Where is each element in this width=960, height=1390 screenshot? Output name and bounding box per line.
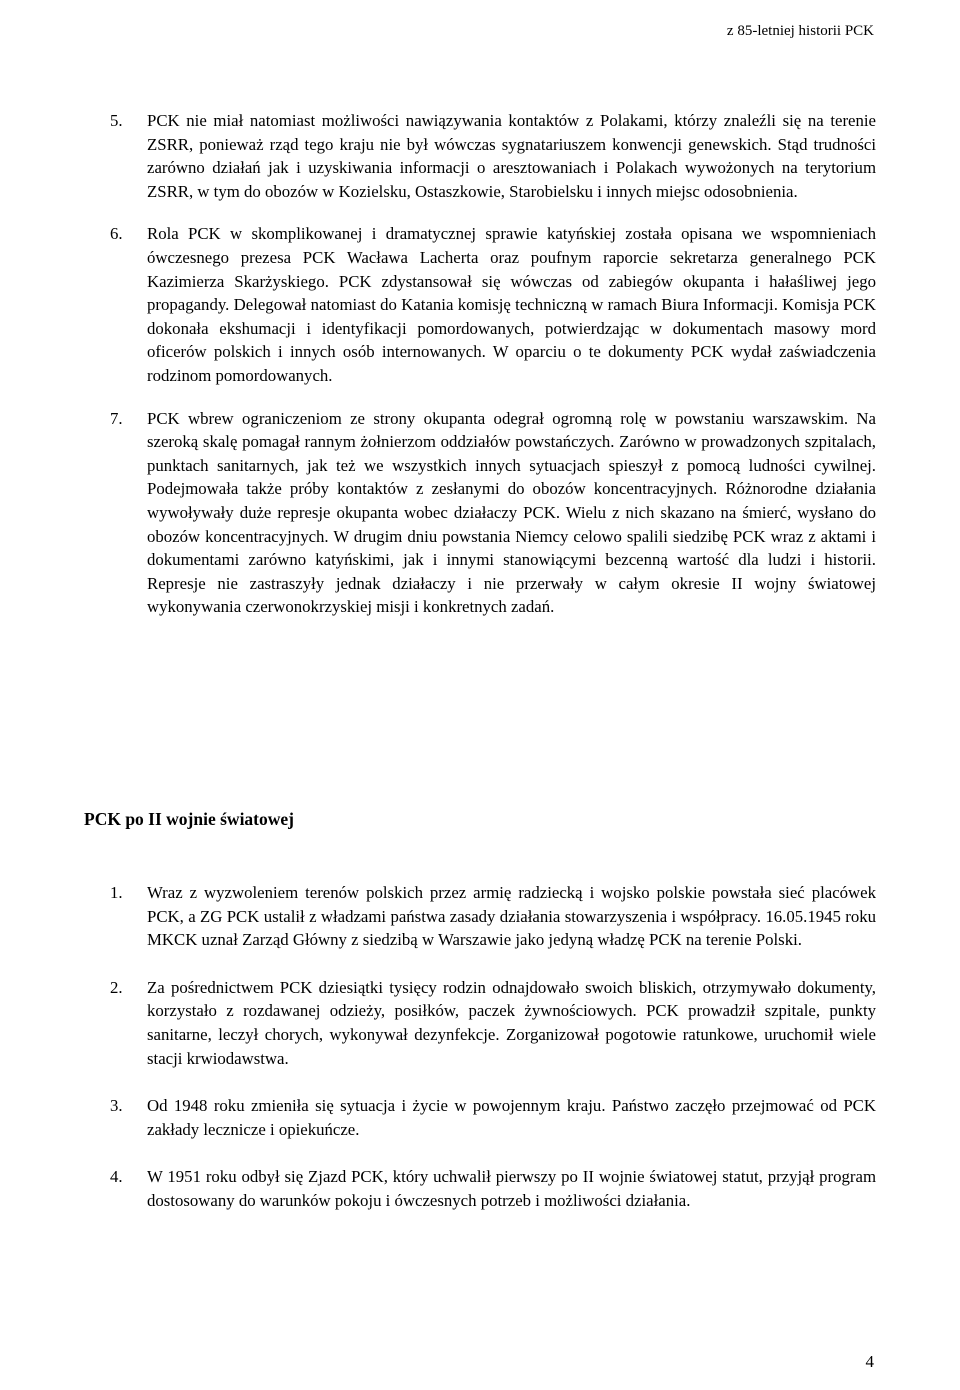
item-number: 2.	[110, 977, 123, 997]
item-text: Wraz z wyzwoleniem terenów polskich przez armię radziecką i wojsko polskie powstała sieć placówek PCK, a ZG PCK ustalił z władzami państwa zasady działania stowarzyszenia i współpracy. 16.05.1945 roku MKCK uznał Zarząd Główny z siedzibą w Warszawie jako jedyną władzę PCK na terenie Polski.	[147, 883, 876, 950]
running-header: z 85-letniej historii PCK	[726, 23, 874, 39]
item-number: 3.	[110, 1096, 123, 1116]
item-text: PCK wbrew ograniczeniom ze strony okupanta odegrał ogromną rolę w powstaniu warszawskim. Na szeroką skalę pomagał rannym żołnierzom oddziałów powstańczych. Zarówno w prowadzonych szpitalach, punktach sanitarnych, jak też we wszystkich innych sytuacjach spieszył z pomocą ludności cywilnej. Podejmowała także próby kontaktów z zesłanymi do obozów koncentracyjnych. Różnorodne działania wywoływały duże represje okupanta wobec działaczy PCK. Wielu z nich skazano na śmierć, wysłano do obozów koncentracyjnych. W drugim dniu powstania Niemcy celowo spalili siedzibę PCK wraz z aktami i dokumentami zarówno katyńskimi, jak i innymi stanowiącymi bezcenną wartość dla ludzi i historii. Represje nie zastraszyły jednak działaczy i nie przerwały w całym okresie II wojny światowej wykonywania czerwonokrzyskiej misji i konkretnych zadań.	[147, 408, 876, 617]
list-item	[110, 407, 876, 619]
item-number: 1.	[110, 883, 123, 902]
item-number: 5.	[110, 111, 123, 130]
list-item	[110, 1094, 876, 1141]
list-item	[110, 881, 876, 952]
item-text: Od 1948 roku zmieniła się sytuacja i życie w powojennym kraju. Państwo zaczęło przejmować od PCK zakłady lecznicze i opiekuńcze.	[147, 1096, 876, 1139]
list-item	[110, 976, 876, 1070]
item-text: Za pośrednictwem PCK dziesiątki tysięcy rodzin odnajdowało swoich bliskich, otrzymywało dokumenty, korzystało z rozdawanej odzieży, posiłków, paczek żywnościowych. PCK prowadził szpitale, punkty sanitarne, leczył chorych, wykonywał dezynfekcje. Zorganizował pogotowie ratunkowe, uruchomił wiele stacji krwiodawstwa.	[147, 977, 876, 1068]
numbered-list-postwar	[110, 881, 876, 1237]
page-number: 4	[865, 1352, 874, 1371]
list-item	[110, 222, 876, 387]
item-number: 7.	[110, 408, 123, 428]
list-item	[110, 1165, 876, 1212]
item-text: PCK nie miał natomiast możliwości nawiązywania kontaktów z Polakami, którzy znaleźli się na terenie ZSRR, ponieważ rząd tego kraju nie był wówczas sygnatariuszem konwencji genewskich. Stąd trudności zarówno działań jak i uzyskiwania informacji o aresztowaniach i Polakach wywożonych na terytorium ZSRR, w tym do obozów w Kozielsku, Ostaszkowie, Starobielsku i innych miejsc odosobnienia.	[147, 111, 876, 201]
item-number: 6.	[110, 224, 123, 244]
item-text: Rola PCK w skomplikowanej i dramatycznej sprawie katyńskiej została opisana we wspomnieniach ówczesnego prezesa PCK Wacława Lacherta oraz poufnym raporcie sekretarza generalnego PCK Kazimierza Skarżyskiego. PCK zdystansował się wówczas od zabiegów okupanta i hałaśliwej jego propagandy. Delegował natomiast do Katania komisję techniczną w ramach Biura Informacji. Komisja PCK dokonała ekshumacji i identyfikacji pomordowanych, potwierdzając w dokumentach masowy mord oficerów polskich i innych osób internowanych. W oparciu o te dokumenty PCK wydał zaświadczenia rodzinom pomordowanych.	[147, 224, 876, 385]
item-number: 4.	[110, 1167, 123, 1187]
section-heading: PCK po II wojnie światowej	[84, 809, 294, 829]
item-text: W 1951 roku odbył się Zjazd PCK, który uchwalił pierwszy po II wojnie światowej statut, przyjął program dostosowany do warunków pokoju i ówczesnych potrzeb i możliwości działania.	[147, 1167, 876, 1210]
numbered-list-wartime	[110, 109, 876, 638]
list-item	[110, 109, 876, 203]
